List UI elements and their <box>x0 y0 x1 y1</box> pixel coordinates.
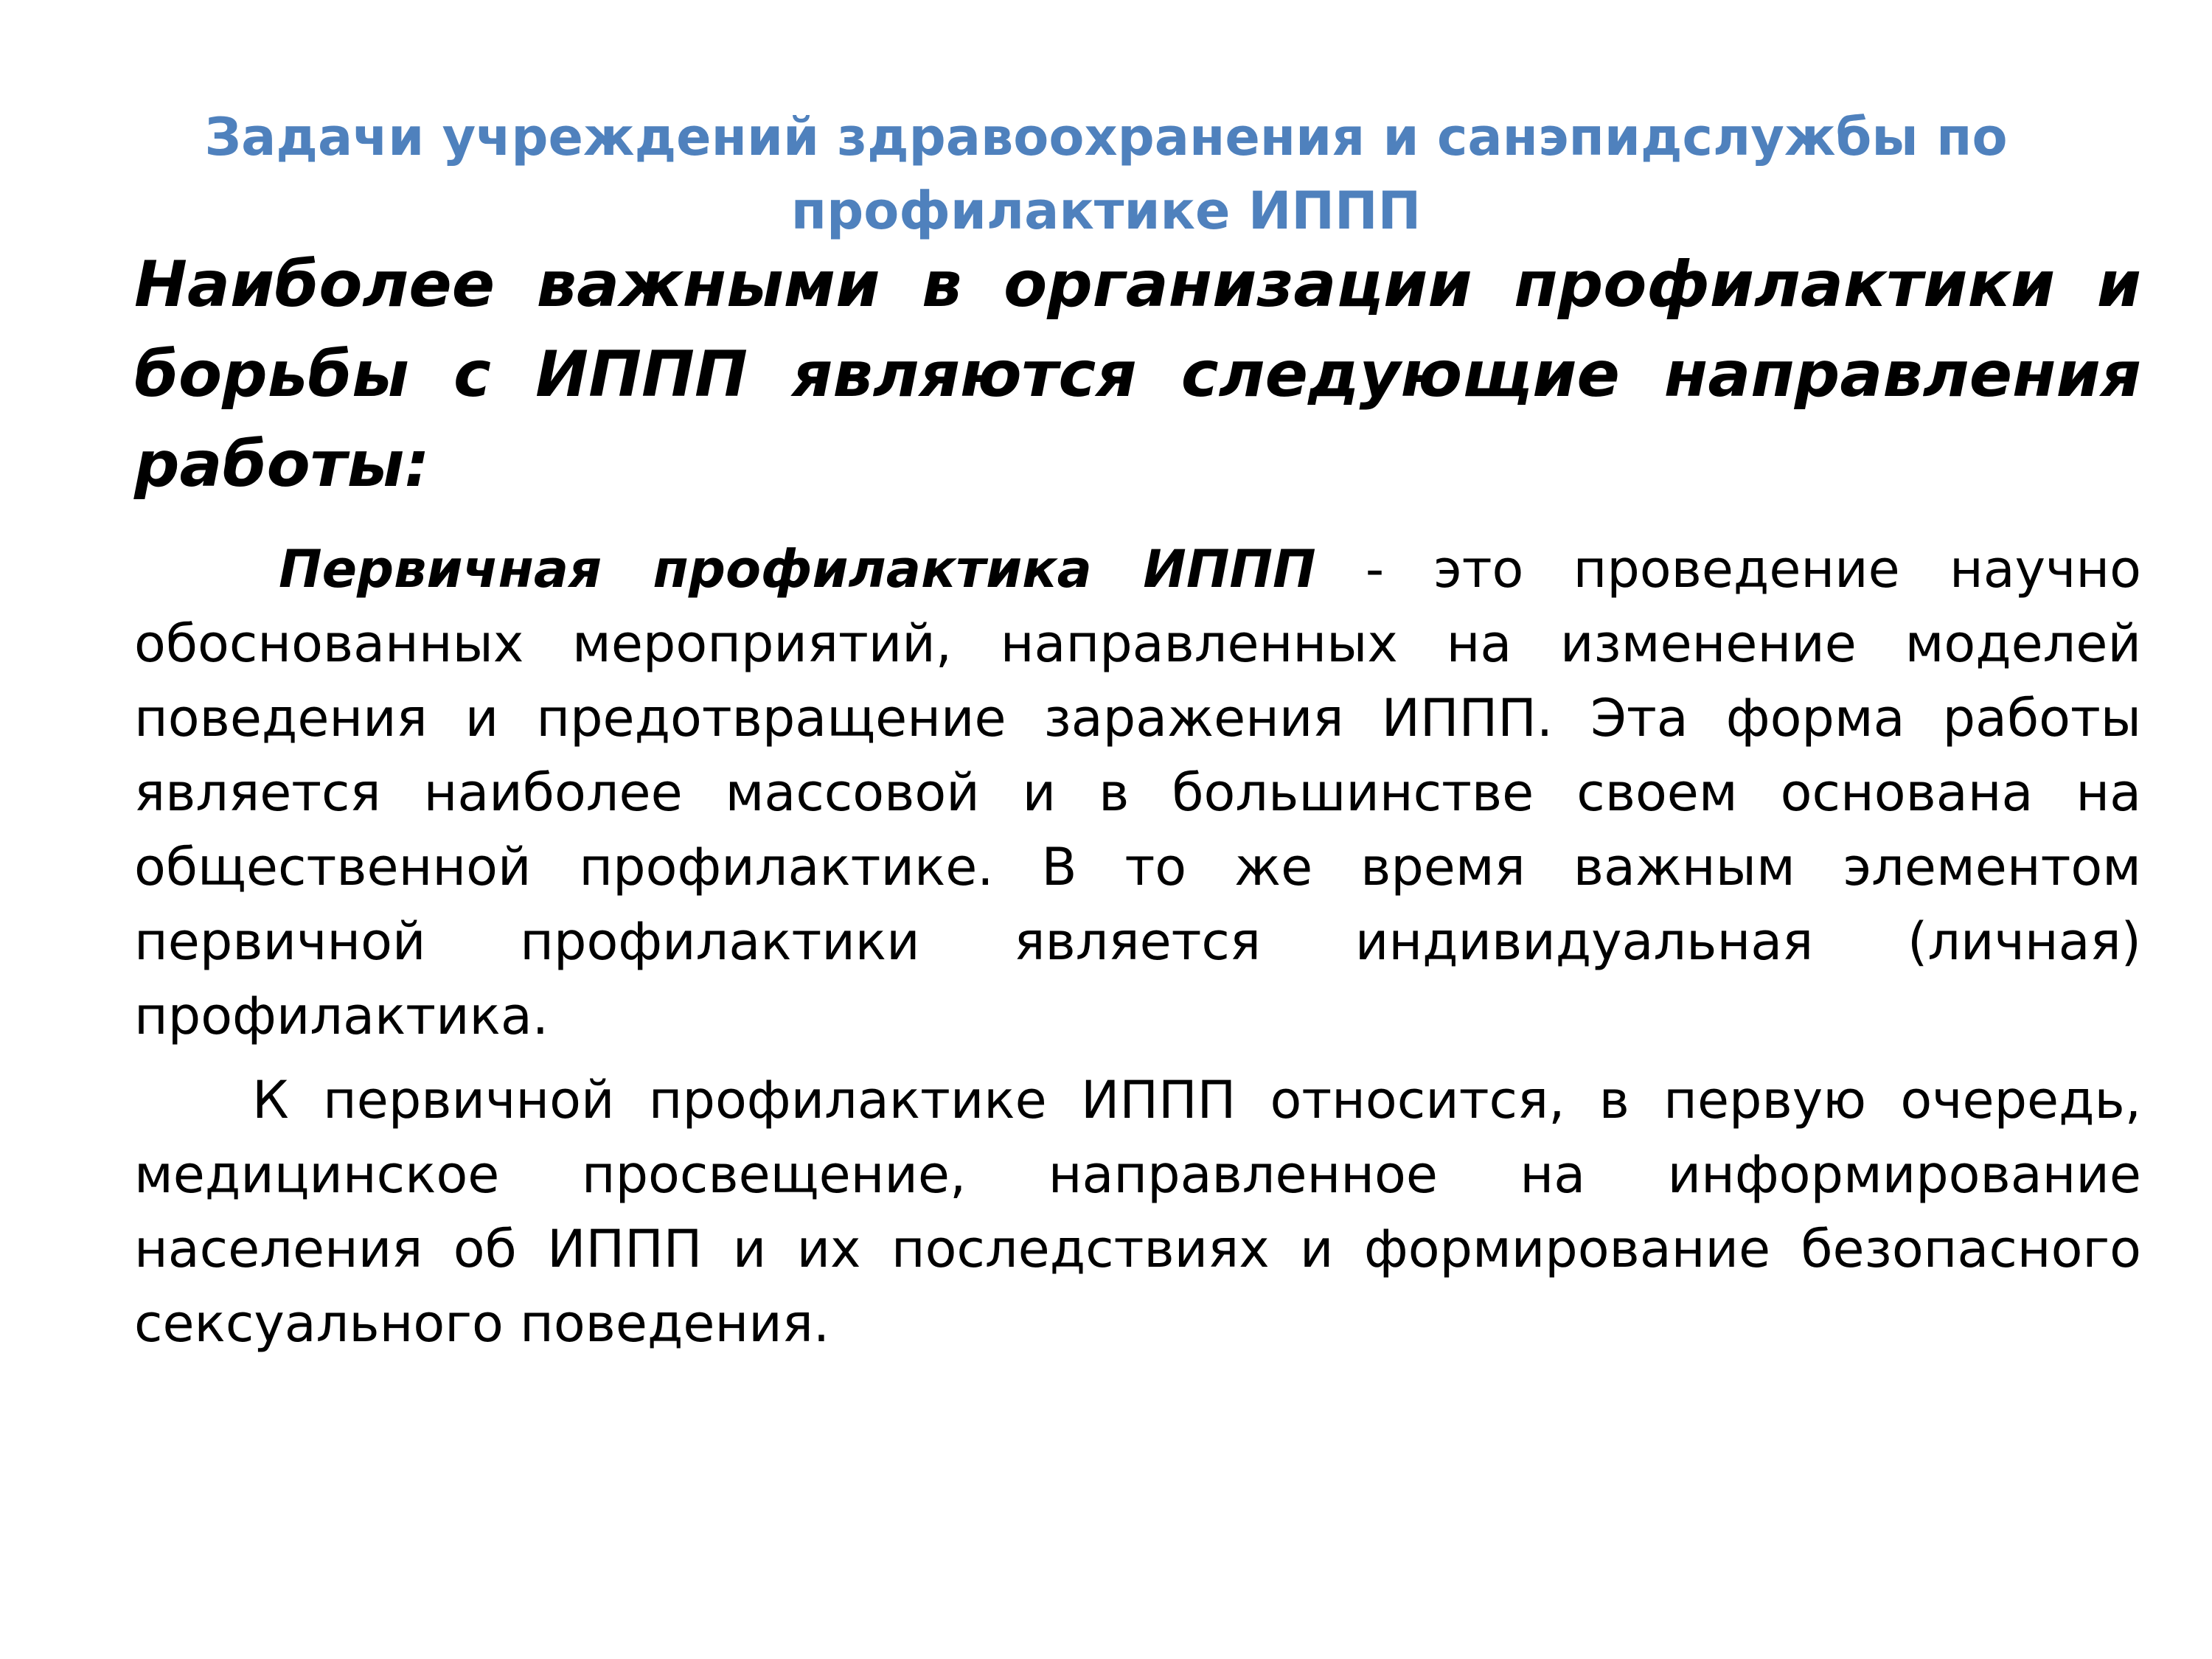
lead-statement: Наиболее важными в организации профилактики и борьбы с ИППП являются следующие направления работы: <box>134 248 2141 501</box>
slide-title: Задачи учреждений здравоохранения и санэпидслужбы по профилактике ИППП <box>204 107 2008 241</box>
term-primary-prevention: Первичная профилактика ИППП <box>279 539 1316 599</box>
paragraph-primary-prevention-text: - это проведение научно обоснованных мероприятий, направленных на изменение моделей поведения и предотвращение заражения ИППП. Эта форма работы является наиболее массовой и в большинстве своем основана на общественной профилактике. В то же время важным элементом первичной профилактики является индивидуальная (личная) профилактика. <box>134 539 2141 1046</box>
paragraph-primary-prevention <box>134 532 2141 1054</box>
paragraph-medical-education: К первичной профилактике ИППП относится, в первую очередь, медицинское просвещение, направленное на информирование населения об ИППП и их последствиях и формирование безопасного сексуального поведения. <box>134 1070 2141 1354</box>
